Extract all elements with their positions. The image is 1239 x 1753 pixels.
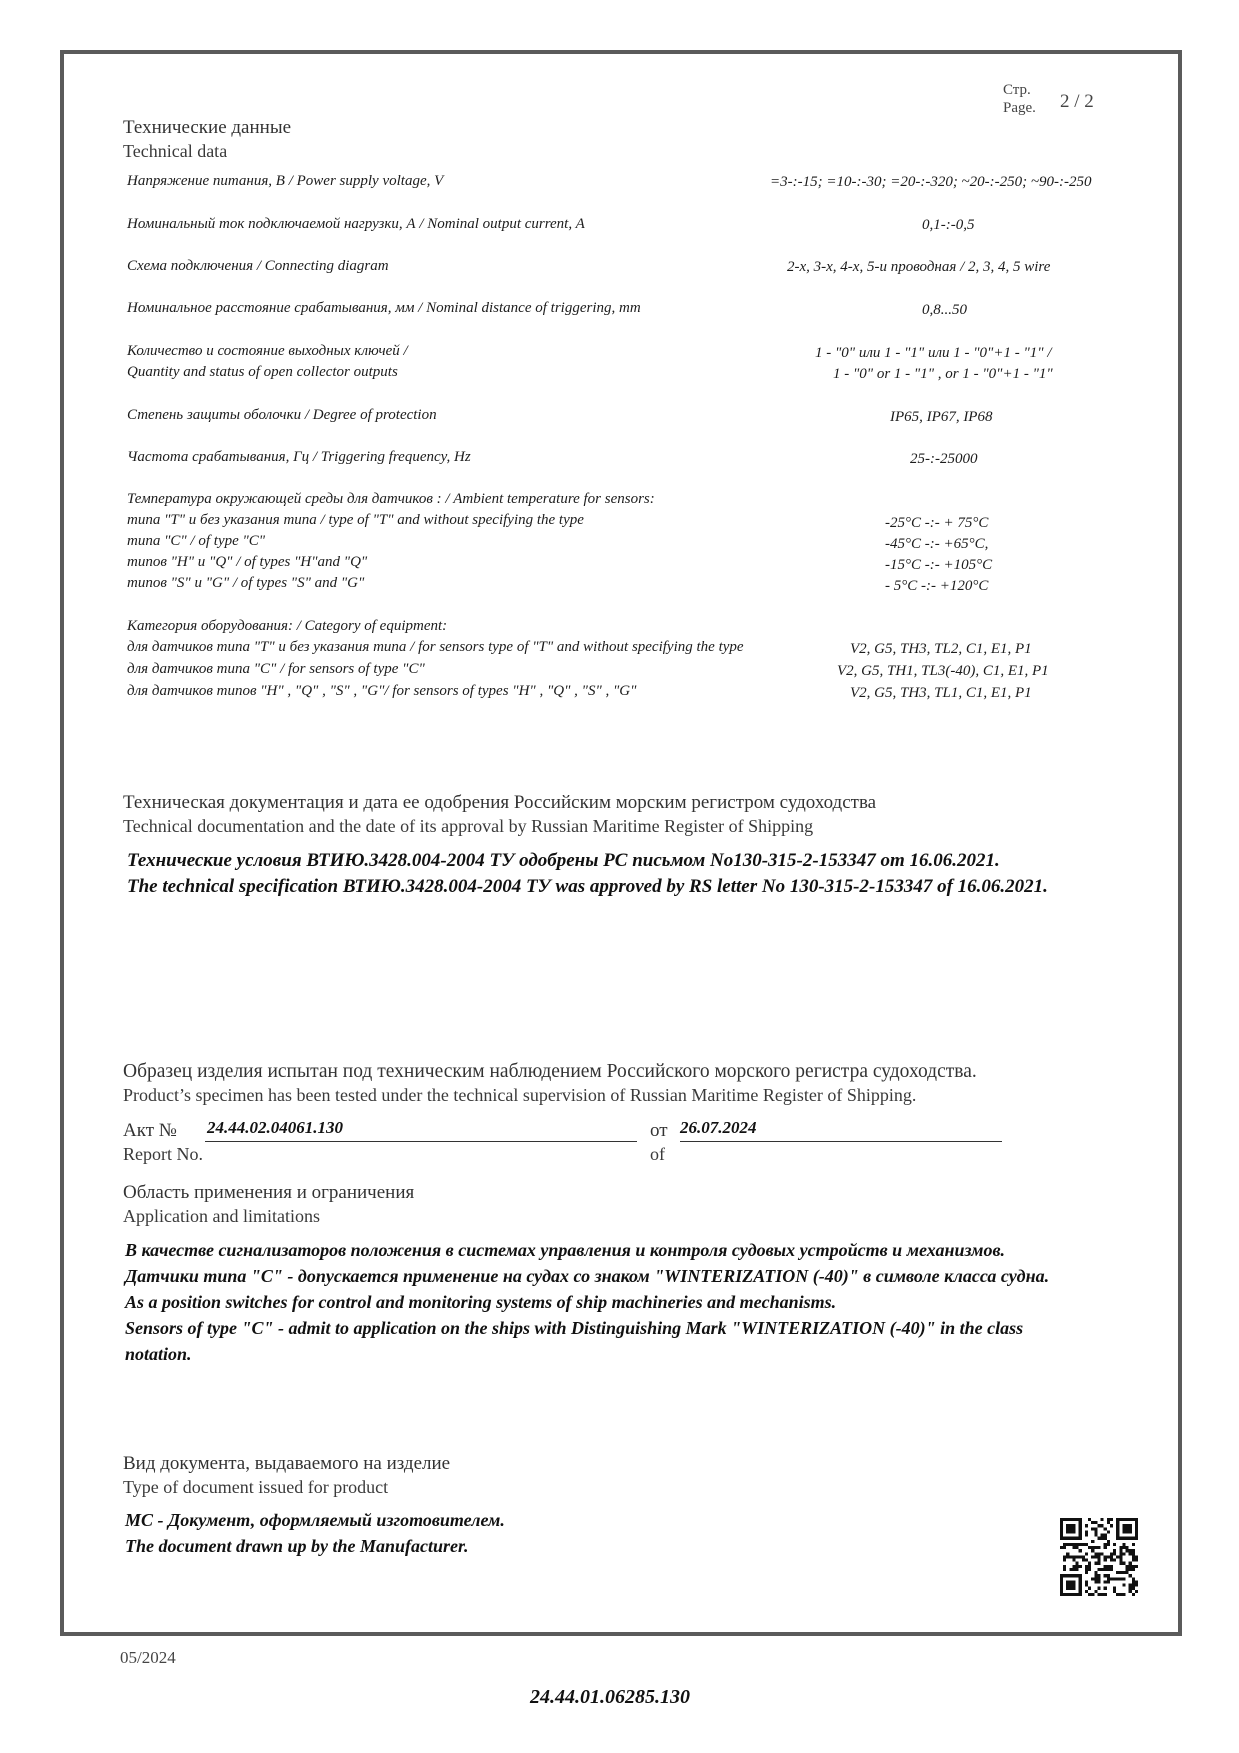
outputs-label-en: Quantity and status of open collector outputs [127, 364, 398, 380]
documentation-line-en: The technical specification ВТИЮ.3428.004-2004 ТУ was approved by RS letter No 130-315-2-153347 of 16.06.2021. [127, 876, 1048, 897]
current-label: Номинальный ток подключаемой нагрузки, А / Nominal output current, A [127, 216, 585, 232]
doc-type-line-ru: МС - Документ, оформляемый изготовителем. [125, 1510, 505, 1530]
category-row-label: для датчиков типов "Н" , "Q" , "S" , "G"/ for sensors of types "H" , "Q" , "S" , "G" [127, 683, 637, 699]
category-row-label: для датчиков типа "С" / for sensors of type "C" [127, 661, 425, 677]
category-row-value: V2, G5, TH1, TL3(-40), C1, E1, P1 [837, 663, 1049, 679]
category-row-value: V2, G5, TH3, TL2, C1, E1, P1 [850, 641, 1032, 657]
doc-type-title-en: Type of document issued for product [123, 1477, 389, 1497]
temperature-row-label: типа "Т" и без указания типа / type of "T" and without specifying the type [127, 512, 584, 528]
page-number: 2 / 2 [1060, 91, 1094, 112]
application-line: notation. [125, 1344, 192, 1364]
temperature-row-value: -25°C -:- + 75°C [885, 515, 989, 531]
page-label-en: Page. [1003, 100, 1036, 116]
frequency-label: Частота срабатывания, Гц / Triggering frequency, Hz [127, 449, 471, 465]
technical-title-ru: Технические данные [123, 117, 292, 138]
temperature-row-label: типов "S" и "G" / of types "S" and "G" [127, 575, 365, 591]
temperature-row-value: -45°C -:- +65°C, [885, 536, 989, 552]
temperature-row-value: - 5°C -:- +120°C [885, 578, 989, 594]
outputs-value-en: 1 - "0" or 1 - "1" , or 1 - "0"+1 - "1" [833, 366, 1053, 382]
page-frame [60, 50, 1182, 1636]
application-line: Датчики типа "С" - допускается применение на судах со знаком "WINTERIZATION (-40)" в символе класса судна. [125, 1266, 1050, 1286]
category-row-value: V2, G5, TH3, TL1, C1, E1, P1 [850, 685, 1032, 701]
application-line: As a position switches for control and monitoring systems of ship machineries and mechanisms. [125, 1292, 837, 1312]
specimen-text-ru: Образец изделия испытан под техническим наблюдением Российского морского регистра судоходства. [123, 1061, 977, 1082]
protection-value: IP65, IP67, IP68 [890, 409, 993, 425]
application-line: Sensors of type "C" - admit to application on the ships with Distinguishing Mark "WINTERIZATION (-40)" in the class [125, 1318, 1024, 1338]
documentation-line-ru: Технические условия ВТИЮ.3428.004-2004 ТУ одобрены РС письмом No130-315-2-153347 от 16.06.2021. [127, 850, 1000, 871]
page-label-ru: Стр. [1003, 82, 1031, 98]
documentation-title-en: Technical documentation and the date of its approval by Russian Maritime Register of Shipping [123, 816, 814, 836]
report-label-ru: Акт № [123, 1120, 177, 1141]
distance-value: 0,8...50 [922, 302, 967, 318]
frequency-value: 25-:-25000 [910, 451, 978, 467]
documentation-title-ru: Техническая документация и дата ее одобрения Российским морским регистром судоходства [123, 792, 877, 813]
certificate-number: 24.44.01.06285.130 [530, 1686, 690, 1708]
report-label-en: Report No. [123, 1144, 203, 1164]
temperature-row-value: -15°C -:- +105°C [885, 557, 993, 573]
report-number-field [205, 1118, 637, 1142]
report-of-en: of [650, 1144, 665, 1164]
form-date: 05/2024 [120, 1648, 176, 1667]
technical-title-en: Technical data [123, 141, 228, 161]
report-date-field [680, 1118, 1002, 1142]
application-title-ru: Область применения и ограничения [123, 1182, 415, 1203]
diagram-value: 2-х, 3-х, 4-х, 5-и проводная / 2, 3, 4, 5 wire [787, 259, 1051, 275]
voltage-value: =3-:-15; =10-:-30; =20-:-320; ~20-:-250; ~90-:-250 [770, 174, 1092, 190]
outputs-value-ru: 1 - "0" или 1 - "1" или 1 - "0"+1 - "1" / [815, 345, 1052, 361]
application-title-en: Application and limitations [123, 1206, 320, 1226]
specimen-text-en: Product’s specimen has been tested under the technical supervision of Russian Maritime Register of Shipping. [123, 1085, 917, 1105]
category-heading: Категория оборудования: / Category of equipment: [127, 618, 448, 634]
temperature-row-label: типов "Н" и "Q" / of types "H"and "Q" [127, 554, 368, 570]
voltage-label: Напряжение питания, В / Power supply voltage, V [127, 173, 444, 189]
report-date: 26.07.2024 [680, 1118, 757, 1137]
page-label [1003, 81, 1036, 117]
report-of-ru: от [650, 1120, 668, 1141]
outputs-label-ru: Количество и состояние выходных ключей / [127, 343, 408, 359]
distance-label: Номинальное расстояние срабатывания, мм / Nominal distance of triggering, mm [127, 300, 641, 316]
diagram-label: Схема подключения / Connecting diagram [127, 258, 389, 274]
qr-code [1060, 1518, 1138, 1596]
current-value: 0,1-:-0,5 [922, 217, 975, 233]
report-number: 24.44.02.04061.130 [207, 1118, 343, 1137]
temperature-heading: Температура окружающей среды для датчиков : / Ambient temperature for sensors: [127, 491, 655, 507]
doc-type-title-ru: Вид документа, выдаваемого на изделие [123, 1453, 451, 1474]
protection-label: Степень защиты оболочки / Degree of protection [127, 407, 437, 423]
doc-type-line-en: The document drawn up by the Manufacturer. [125, 1536, 469, 1556]
temperature-row-label: типа "С" / of type "C" [127, 533, 266, 549]
application-line: В качестве сигнализаторов положения в системах управления и контроля судовых устройств и механизмов. [125, 1240, 1005, 1260]
category-row-label: для датчиков типа "Т" и без указания типа / for sensors type of "T" and without specifying the type [127, 639, 744, 655]
